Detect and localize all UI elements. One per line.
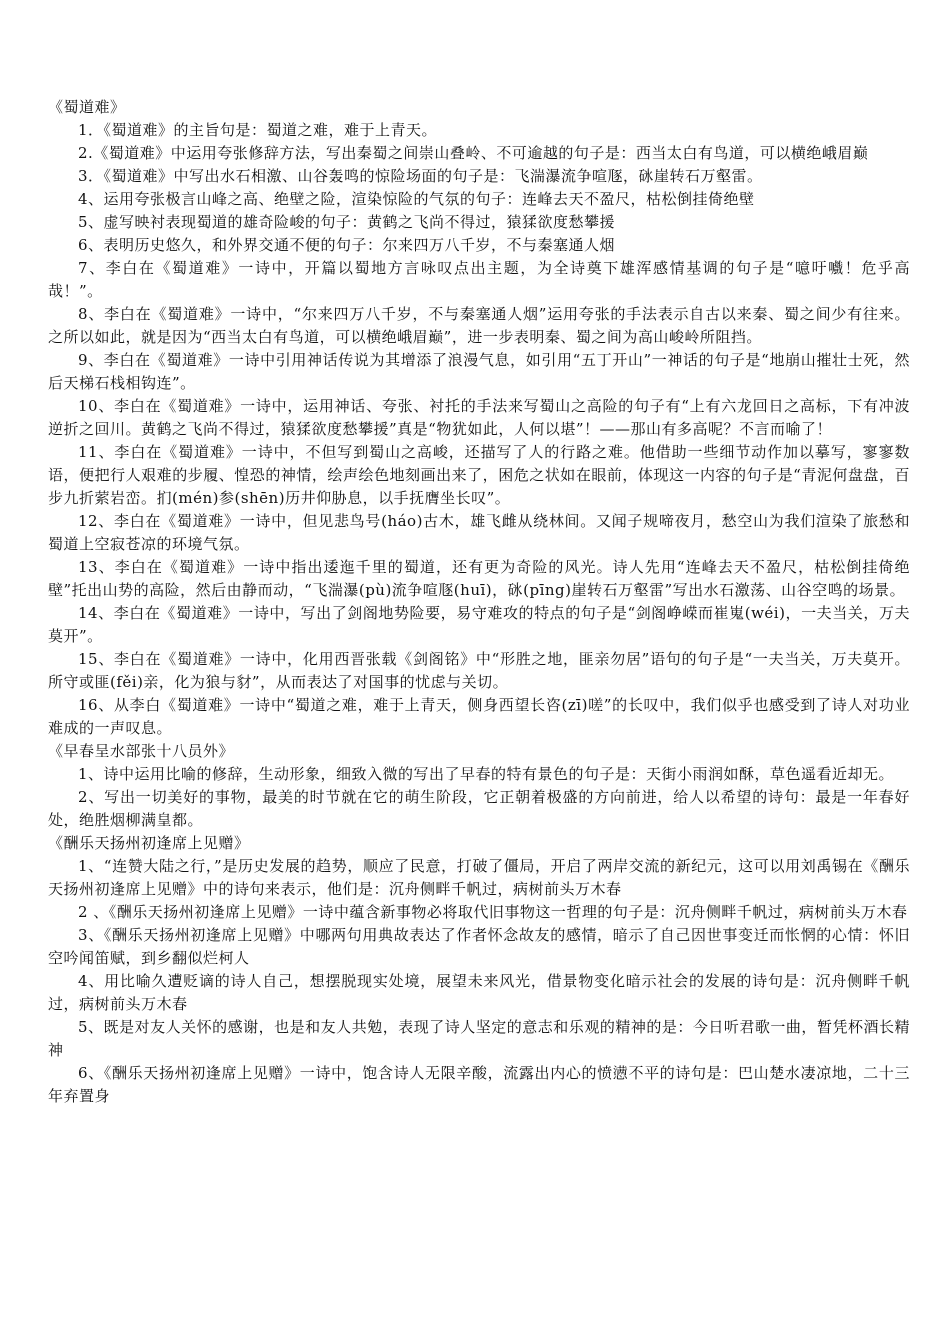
- list-item: 6、表明历史悠久，和外界交通不便的句子：尔来四万八千岁，不与秦塞通人烟: [78, 236, 616, 254]
- list-item: 16、从李白《蜀道难》一诗中“蜀道之难，难于上青天，侧身西望长咨(zī)嗟”的长叹中，我们似乎也感受到了诗人对功业难成的一声叹息。: [48, 696, 910, 737]
- list-item: 14、李白在《蜀道难》一诗中，写出了剑阁地势险要，易守难攻的特点的句子是“剑阁峥嵘而崔嵬(wéi)，一夫当关，万夫莫开”。: [48, 604, 910, 645]
- section-shudaonan: [48, 96, 910, 740]
- list-item: 5、既是对友人关怀的感谢，也是和友人共勉，表现了诗人坚定的意志和乐观的精神的是：今日听君歌一曲，暂凭杯酒长精神: [48, 1018, 910, 1059]
- list-item: 9、李白在《蜀道难》一诗中引用神话传说为其增添了浪漫气息，如引用“五丁开山”一神话的句子是“地崩山摧壮士死，然后天梯石栈相钩连”。: [48, 351, 910, 392]
- list-item: 2.《蜀道难》中运用夸张修辞方法，写出秦蜀之间崇山叠岭、不可逾越的句子是：西当太白有鸟道，可以横绝峨眉巅: [78, 144, 869, 162]
- section-title: 《酬乐天扬州初逢席上见赠》: [48, 834, 250, 852]
- section-title: 《早春呈水部张十八员外》: [48, 742, 235, 760]
- list-item: 15、李白在《蜀道难》一诗中，化用西晋张载《剑阁铭》中“形胜之地，匪亲勿居”语句的句子是“一夫当关，万夫莫开。所守或匪(fěi)亲，化为狼与豺”，从而表达了对国事的忧虑与关切。: [48, 650, 910, 691]
- list-item: 11、李白在《蜀道难》一诗中，不但写到蜀山之高峻，还描写了人的行路之难。他借助一些细节动作加以摹写，寥寥数语，便把行人艰难的步履、惶恐的神情，绘声绘色地刻画出来了，困危之状如在眼前，体现这一内容的句子是“青泥何盘盘，百步九折萦岩峦。扪(mén)参(shēn)历井仰胁息，以手抚膺坐长叹”。: [48, 443, 910, 507]
- section-chouletian: [48, 832, 910, 1108]
- list-item: 12、李白在《蜀道难》一诗中，但见悲鸟号(háo)古木，雄飞雌从绕林间。又闻子规啼夜月，愁空山为我们渲染了旅愁和蜀道上空寂苍凉的环境气氛。: [48, 512, 910, 553]
- list-item: 2、写出一切美好的事物，最美的时节就在它的萌生阶段，它正朝着极盛的方向前进，给人以希望的诗句：最是一年春好处，绝胜烟柳满皇都。: [48, 788, 910, 829]
- section-title: 《蜀道难》: [48, 98, 126, 116]
- list-item: 1．《蜀道难》的主旨句是：蜀道之难，难于上青天。: [78, 121, 438, 139]
- list-item: 6、《酬乐天扬州初逢席上见赠》一诗中，饱含诗人无限辛酸，流露出内心的愤懑不平的诗句是：巴山楚水凄凉地，二十三年弃置身: [48, 1064, 910, 1105]
- document-page: [48, 96, 910, 1108]
- list-item: 2 、《酬乐天扬州初逢席上见赠》一诗中蕴含新事物必将取代旧事物这一哲理的句子是：沉舟侧畔千帆过，病树前头万木春: [78, 903, 908, 921]
- list-item: 4、运用夸张极言山峰之高、绝壁之险，渲染惊险的气氛的句子：连峰去天不盈尺，枯松倒挂倚绝壁: [78, 190, 755, 208]
- list-item: 5、虚写映衬表现蜀道的雄奇险峻的句子：黄鹤之飞尚不得过，猿猱欲度愁攀援: [78, 213, 616, 231]
- list-item: 1、诗中运用比喻的修辞，生动形象，细致入微的写出了早春的特有景色的句子是：天街小雨润如酥，草色遥看近却无。: [78, 765, 895, 783]
- list-item: 3、《酬乐天扬州初逢席上见赠》中哪两句用典故表达了作者怀念故友的感情，暗示了自己因世事变迁而怅惘的心情：怀旧空吟闻笛赋，到乡翻似烂柯人: [48, 926, 910, 967]
- list-item: 7、李白在《蜀道难》一诗中，开篇以蜀地方言咏叹点出主题，为全诗奠下雄浑感情基调的句子是“噫吁嚱！危乎高哉！”。: [48, 259, 910, 300]
- section-zaochun: [48, 740, 910, 832]
- list-item: 1、“连赞大陆之行，”是历史发展的趋势，顺应了民意，打破了僵局，开启了两岸交流的新纪元，这可以用刘禹锡在《酬乐天扬州初逢席上见赠》中的诗句来表示，他们是：沉舟侧畔千帆过，病树前头万木春: [48, 857, 910, 898]
- list-item: 8、李白在《蜀道难》一诗中，“尔来四万八千岁，不与秦塞通人烟”运用夸张的手法表示自古以来秦、蜀之间少有往来。之所以如此，就是因为“西当太白有鸟道，可以横绝峨眉巅”，进一步表明秦、蜀之间为高山峻岭所阻挡。: [48, 305, 910, 346]
- list-item: 4、用比喻久遭贬谪的诗人自己，想摆脱现实处境，展望未来风光，借景物变化暗示社会的发展的诗句是：沉舟侧畔千帆过，病树前头万木春: [48, 972, 910, 1013]
- list-item: 10、李白在《蜀道难》一诗中，运用神话、夸张、衬托的手法来写蜀山之高险的句子有“上有六龙回日之高标，下有冲波逆折之回川。黄鹤之飞尚不得过，猿猱欲度愁攀援”真是“物犹如此，人何以堪”！——那山有多高呢？不言而喻了！: [48, 397, 910, 438]
- list-item: 3．《蜀道难》中写出水石相激、山谷轰鸣的惊险场面的句子是：飞湍瀑流争喧豗，砯崖转石万壑雷。: [78, 167, 763, 185]
- list-item: 13、李白在《蜀道难》一诗中指出逶迤千里的蜀道，还有更为奇险的风光。诗人先用“连峰去天不盈尺，枯松倒挂倚绝壁”托出山势的高险，然后由静而动，“飞湍瀑(pù)流争喧豗(huī)，砯(pīng)崖转石万壑雷”写出水石激荡、山谷空鸣的场景。: [48, 558, 910, 599]
